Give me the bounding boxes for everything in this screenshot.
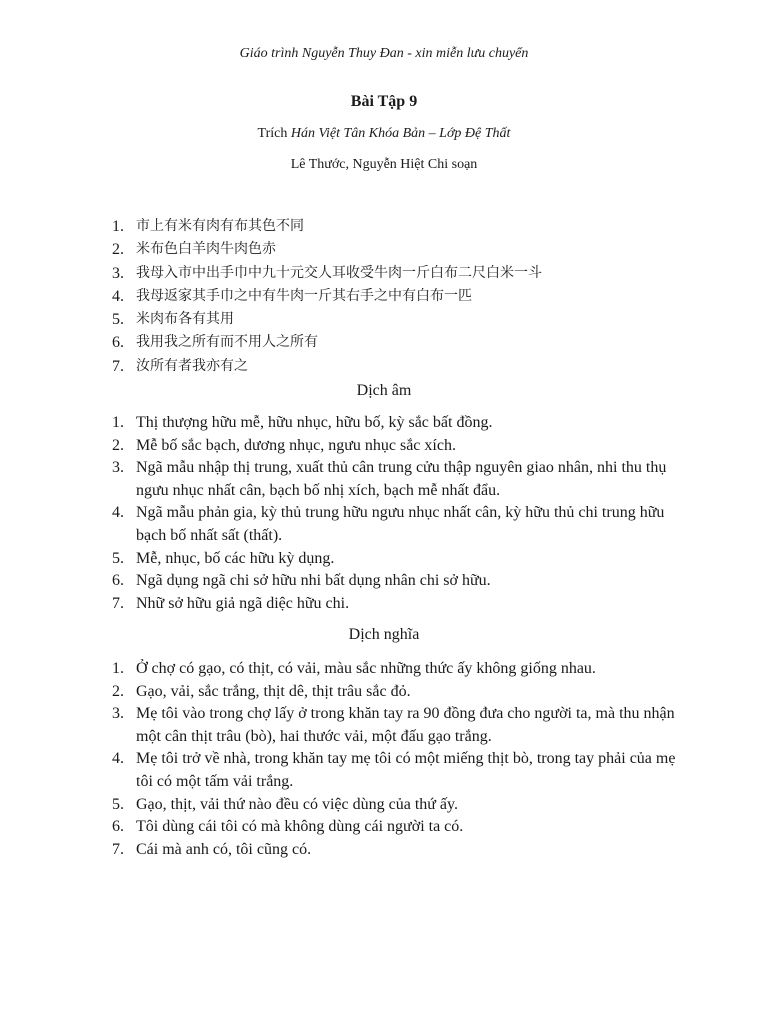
dich-am-list: [112, 412, 692, 615]
list-item: 1. Thị thượng hữu mễ, hữu nhục, hữu bố, kỳ sắc bất đồng.: [112, 414, 493, 431]
list-item: 5. 米肉布各有其用: [112, 311, 234, 329]
list-item: 4. Mẹ tôi trở về nhà, trong khăn tay mẹ tôi có một miếng thịt bò, trong tay phải của mẹ tôi có một tấm vải trắng.: [112, 750, 676, 790]
section-heading-dich-am: Dịch âm: [356, 382, 412, 399]
list-item: 5. Mễ, nhục, bố các hữu kỳ dụng.: [112, 549, 335, 567]
dich-nghia-list: [112, 658, 692, 861]
han-text-list: [112, 215, 692, 378]
authors-line: Lê Thước, Nguyễn Hiệt Chi soạn: [290, 157, 478, 172]
list-item: 1. 市上有米有肉有布其色不同: [112, 218, 304, 235]
section-heading-dich-nghia: Dịch nghĩa: [348, 626, 420, 643]
list-item: 1. Ở chợ có gạo, có thịt, có vải, màu sắc những thức ấy không giống nhau.: [112, 660, 596, 677]
source-prefix: Trích: [257, 126, 291, 141]
list-item: 6. Tôi dùng cái tôi có mà không dùng cái người ta có.: [112, 818, 464, 836]
list-item: 2. Gạo, vải, sắc trắng, thịt dê, thịt trâu sắc đỏ.: [112, 682, 411, 700]
list-item: 3. 我母入市中出手巾中九十元交人耳收受牛肉一斤白布二尺白米一斗: [112, 264, 542, 282]
exercise-title: Bài Tập 9: [350, 93, 418, 110]
source-book-title: Hán Việt Tân Khóa Bản – Lớp Đệ Thất: [290, 126, 511, 141]
list-item: 4. Ngã mẫu phản gia, kỳ thủ trung hữu ngưu nhục nhất cân, kỳ hữu thủ chi trung hữu bạch bố nhất sất (thất).: [112, 504, 665, 544]
list-item: 7. Nhữ sở hữu giả ngã diệc hữu chi.: [112, 594, 350, 612]
list-item: 7. Cái mà anh có, tôi cũng có.: [112, 840, 312, 858]
header-note: Giáo trình Nguyễn Thuy Đan - xin miễn lưu chuyển: [239, 46, 529, 61]
list-item: 6. Ngã dụng ngã chi sở hữu nhi bất dụng nhân chi sở hữu.: [112, 572, 491, 590]
list-item: 2. Mễ bố sắc bạch, dương nhục, ngưu nhục sắc xích.: [112, 436, 456, 454]
list-item: 5. Gạo, thịt, vải thứ nào đều có việc dùng của thứ ấy.: [112, 795, 458, 813]
list-item: 6. 我用我之所有而不用人之所有: [112, 334, 318, 352]
source-subtitle: [0, 126, 768, 142]
list-item: 2. 米布色白羊肉牛肉色赤: [112, 241, 276, 259]
list-item: 3. Mẹ tôi vào trong chợ lấy ở trong khăn tay ra 90 đồng đưa cho người ta, mà thu nhận một cân thịt trâu (bò), hai thước vải, một đấu gạo trắng.: [112, 705, 675, 745]
list-item: 7. 汝所有者我亦有之: [112, 357, 248, 375]
list-item: 4. 我母返家其手巾之中有牛肉一斤其右手之中有白布一匹: [112, 287, 472, 305]
list-item: 3. Ngã mẫu nhập thị trung, xuất thủ cân trung cửu thập nguyên giao nhân, nhi thu thụ ngưu nhục nhất cân, bạch bố nhị xích, bạch mễ nhất đẩu.: [112, 459, 667, 499]
